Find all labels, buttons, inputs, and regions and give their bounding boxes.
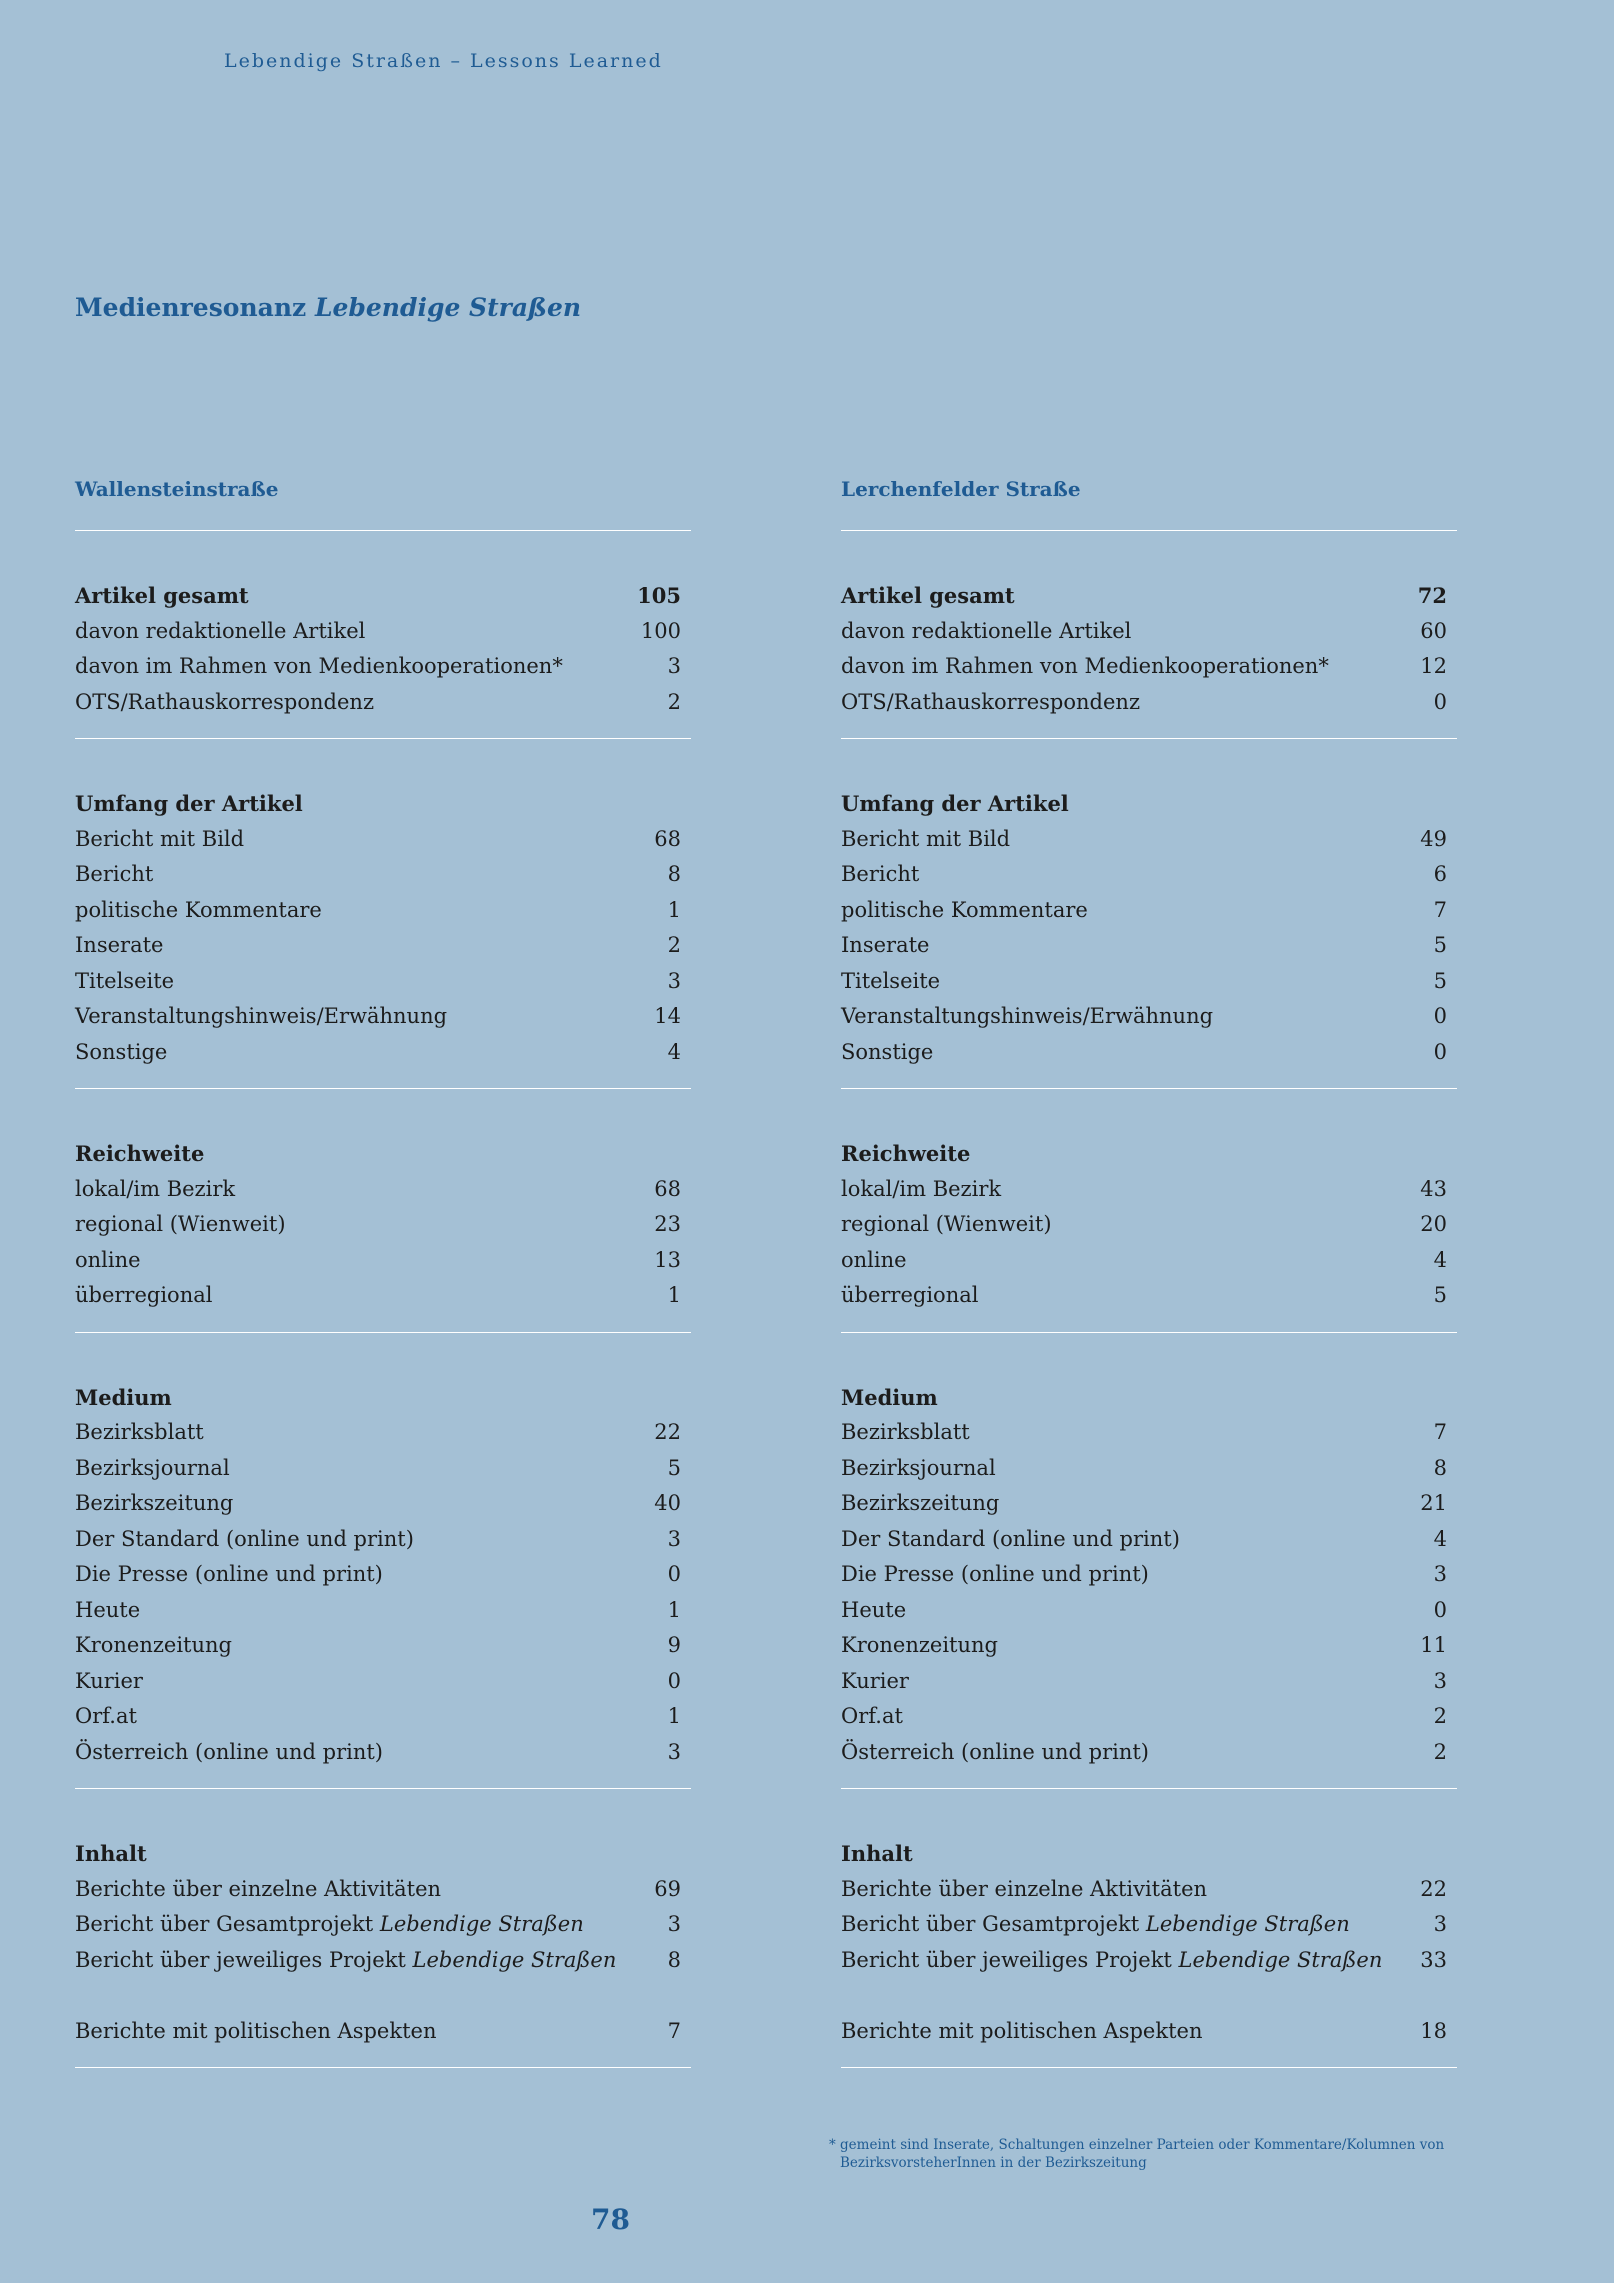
row-label-text: Umfang der Artikel	[75, 791, 303, 816]
row-label	[75, 1593, 140, 1629]
footnote	[829, 2136, 1449, 2172]
table-row	[841, 1735, 1457, 1771]
table-row	[841, 1278, 1457, 1314]
row-label-text: politische Kommentare	[75, 897, 322, 922]
row-value: 14	[654, 1004, 681, 1028]
row-label	[75, 1415, 204, 1451]
table-row	[75, 1628, 691, 1664]
row-value: 3	[1433, 1668, 1447, 1693]
row-label-text: lokal/im Bezirk	[841, 1176, 1002, 1201]
table-row	[75, 1699, 691, 1735]
table-row	[841, 1907, 1457, 1943]
row-label-text: davon im Rahmen von Medienkooperationen*	[841, 654, 1329, 678]
row-value: 3	[1433, 1912, 1447, 1936]
row-label-text: lokal/im Bezirk	[75, 1176, 236, 1201]
row-label	[841, 822, 1010, 858]
row-label	[841, 1557, 1149, 1593]
row-label-text: überregional	[841, 1283, 979, 1307]
row-label	[75, 786, 303, 822]
section-heading-row	[75, 1836, 691, 1872]
row-label-text: Kurier	[841, 1668, 909, 1693]
row-label-text: OTS/Rathauskorrespondenz	[75, 689, 375, 714]
row-label-text: Der Standard (online und print)	[75, 1526, 414, 1551]
row-label-text: Bezirksblatt	[841, 1420, 970, 1444]
row-label-text: Bezirksblatt	[75, 1420, 204, 1444]
row-label	[75, 578, 249, 614]
row-label-text: Heute	[75, 1597, 141, 1622]
table-row	[75, 1664, 691, 1700]
table-row	[75, 928, 691, 964]
table-section	[841, 1089, 1457, 1333]
row-value: 11	[1420, 1633, 1447, 1657]
row-value: 2	[667, 933, 681, 957]
row-label	[841, 614, 1131, 650]
row-label	[75, 1380, 172, 1416]
row-value: 8	[1433, 1455, 1447, 1480]
row-label-text: Berichte mit politischen Aspekten	[841, 2018, 1203, 2043]
row-label-text: Bericht über Gesamtprojekt	[841, 1912, 1140, 1936]
row-value: 72	[1417, 583, 1447, 608]
row-value: 1	[667, 897, 681, 922]
row-value: 0	[667, 1562, 681, 1586]
table-row	[841, 857, 1457, 893]
row-label-text: Kronenzeitung	[75, 1633, 232, 1657]
row-label-text: online	[841, 1247, 907, 1272]
row-value: 0	[1433, 1039, 1447, 1064]
row-label	[75, 857, 153, 893]
table-row	[841, 999, 1457, 1035]
row-label-text: regional (Wienweit)	[841, 1212, 1052, 1236]
row-label-text: Titelseite	[841, 968, 941, 993]
row-label	[841, 1699, 903, 1735]
table-row	[841, 1628, 1457, 1664]
table-row	[841, 1699, 1457, 1735]
row-label	[841, 1836, 913, 1872]
row-label-text: Artikel gesamt	[75, 583, 249, 608]
row-label	[841, 1593, 906, 1629]
row-label-text: davon im Rahmen von Medienkooperationen*	[75, 654, 563, 678]
row-label-text: regional (Wienweit)	[75, 1212, 286, 1236]
row-value: 68	[654, 1176, 681, 1201]
table-section	[75, 1789, 691, 2068]
footnote-line-2: BezirksvorsteherInnen in der Bezirkszeitung	[840, 2155, 1147, 2171]
row-value: 3	[667, 968, 681, 993]
row-label-text: Medium	[841, 1384, 938, 1410]
row-label-text: Umfang der Artikel	[841, 791, 1069, 816]
row-label	[841, 1943, 1382, 1979]
table-section	[841, 531, 1457, 739]
row-label-text: Reichweite	[75, 1141, 205, 1166]
row-label	[841, 2014, 1202, 2050]
table-row	[75, 999, 691, 1035]
table-row	[75, 964, 691, 1000]
footnote-line-1: * gemeint sind Inserate, Schaltungen einzelner Parteien oder Kommentare/Kolumnen von	[829, 2137, 1445, 2153]
row-label	[841, 1664, 909, 1700]
row-label	[841, 1522, 1180, 1558]
table-row	[841, 822, 1457, 858]
row-label-text: Bericht mit Bild	[841, 826, 1011, 851]
row-label	[75, 2014, 436, 2050]
row-value: 18	[1420, 2018, 1447, 2043]
row-label	[841, 1207, 1052, 1243]
row-label	[75, 964, 174, 1000]
row-label-text: überregional	[75, 1283, 213, 1307]
column-heading: Wallensteinstraße	[75, 475, 691, 531]
page-title-main: Medienresonanz	[75, 293, 307, 322]
table-row	[75, 1522, 691, 1558]
row-label	[75, 685, 374, 721]
row-value: 23	[654, 1212, 681, 1236]
row-label-italic: Lebendige Straßen	[412, 1947, 617, 1972]
row-label-text: Bericht mit Bild	[75, 826, 245, 851]
table-row	[841, 1943, 1457, 1979]
row-label	[841, 1136, 970, 1172]
row-label	[75, 1699, 137, 1735]
table-row	[75, 1872, 691, 1908]
section-heading-row	[75, 578, 691, 614]
row-label-text: Bezirksjournal	[75, 1455, 230, 1480]
table-row	[75, 1557, 691, 1593]
row-label-italic: Lebendige Straßen	[1178, 1947, 1383, 1972]
row-label	[75, 928, 163, 964]
row-label	[75, 649, 563, 685]
table-row	[841, 2014, 1457, 2050]
row-label	[841, 1035, 933, 1071]
section-heading-row	[841, 1836, 1457, 1872]
table-row	[841, 1872, 1457, 1908]
column-heading: Lerchenfelder Straße	[841, 475, 1457, 531]
table-row	[841, 893, 1457, 929]
row-label	[841, 1628, 998, 1664]
row-label-text: Reichweite	[841, 1141, 971, 1166]
table-row	[75, 1172, 691, 1208]
row-value: 0	[1433, 1597, 1447, 1622]
row-label-text: Inhalt	[75, 1841, 147, 1866]
table-row	[75, 2014, 691, 2050]
row-label	[75, 1451, 230, 1487]
row-label	[75, 1207, 286, 1243]
table-row	[75, 1593, 691, 1629]
row-value: 22	[1420, 1876, 1447, 1901]
row-label-text: Der Standard (online und print)	[841, 1526, 1180, 1551]
row-label-text: Österreich (online und print)	[841, 1739, 1149, 1764]
table-row	[75, 893, 691, 929]
row-label	[841, 1451, 996, 1487]
row-label	[841, 1380, 938, 1416]
row-label	[841, 1735, 1149, 1771]
row-label	[841, 999, 1213, 1035]
row-value: 100	[640, 618, 681, 643]
running-header: Lebendige Straßen – Lessons Learned	[224, 50, 663, 72]
table-section	[75, 739, 691, 1089]
row-label	[841, 578, 1015, 614]
row-label	[841, 1415, 970, 1451]
row-value: 49	[1420, 826, 1447, 851]
row-label	[75, 1136, 204, 1172]
table-row	[75, 1243, 691, 1279]
page-title	[75, 293, 581, 322]
row-label	[75, 1278, 212, 1314]
row-value: 0	[1433, 689, 1447, 714]
row-label-text: Bericht über jeweiliges Projekt	[841, 1947, 1172, 1972]
row-label	[75, 1486, 233, 1522]
row-label-text: davon redaktionelle Artikel	[75, 618, 366, 643]
row-value: 8	[667, 862, 681, 886]
section-heading-row	[841, 578, 1457, 614]
row-label-text: Die Presse (online und print)	[841, 1562, 1149, 1586]
row-value: 3	[667, 1739, 681, 1764]
row-label-text: Kronenzeitung	[841, 1633, 998, 1657]
row-label	[841, 893, 1088, 929]
row-label	[75, 893, 322, 929]
column-wallensteinstrasse	[75, 475, 691, 2068]
row-value: 5	[667, 1455, 681, 1480]
row-label-text: Bericht über Gesamtprojekt	[75, 1912, 374, 1936]
row-label-text: OTS/Rathauskorrespondenz	[841, 689, 1141, 714]
row-label	[75, 614, 365, 650]
row-label-italic: Lebendige Straßen	[379, 1912, 584, 1936]
row-label	[75, 1522, 414, 1558]
row-value: 4	[667, 1039, 681, 1064]
row-label	[841, 1243, 907, 1279]
table-row	[75, 1035, 691, 1071]
row-value: 2	[1433, 1704, 1447, 1728]
table-section	[841, 1333, 1457, 1790]
row-label	[75, 1907, 584, 1943]
row-label-text: Inhalt	[841, 1841, 913, 1866]
row-label	[75, 999, 447, 1035]
row-value: 9	[667, 1633, 681, 1657]
page-title-italic: Lebendige Straßen	[314, 293, 582, 322]
row-label-text: Kurier	[75, 1668, 143, 1693]
table-row	[841, 928, 1457, 964]
row-label-text: Bezirksjournal	[841, 1455, 996, 1480]
row-label-text: davon redaktionelle Artikel	[841, 618, 1132, 643]
section-heading-row	[75, 786, 691, 822]
table-row	[841, 1172, 1457, 1208]
table-row	[75, 1943, 691, 1979]
section-heading-row	[841, 1136, 1457, 1172]
row-spacer	[75, 1978, 691, 2014]
row-label	[841, 1872, 1207, 1908]
row-label	[841, 928, 929, 964]
row-label-text: Österreich (online und print)	[75, 1739, 383, 1764]
row-value: 4	[1433, 1526, 1447, 1551]
row-label-text: Bezirkszeitung	[841, 1491, 1000, 1515]
table-row	[75, 614, 691, 650]
row-value: 13	[654, 1247, 681, 1272]
table-row	[841, 685, 1457, 721]
row-label	[841, 786, 1069, 822]
row-label	[75, 1628, 232, 1664]
table-row	[75, 1415, 691, 1451]
row-value: 3	[667, 654, 681, 678]
row-value: 12	[1420, 654, 1447, 678]
table-row	[841, 1593, 1457, 1629]
row-label	[75, 1035, 167, 1071]
table-row	[841, 1522, 1457, 1558]
row-label-text: Berichte mit politischen Aspekten	[75, 2018, 437, 2043]
row-label	[75, 822, 244, 858]
row-value: 5	[1433, 933, 1447, 957]
row-value: 3	[667, 1526, 681, 1551]
table-section	[841, 1789, 1457, 2068]
row-label	[841, 1172, 1001, 1208]
row-value: 69	[654, 1876, 681, 1901]
row-label	[841, 1486, 999, 1522]
row-label	[841, 685, 1140, 721]
column-lerchenfelder-strasse	[841, 475, 1457, 2068]
row-label	[75, 1664, 143, 1700]
row-label	[75, 1557, 383, 1593]
table-row	[75, 822, 691, 858]
table-row	[75, 1907, 691, 1943]
table-row	[841, 614, 1457, 650]
row-value: 3	[667, 1912, 681, 1936]
table-row	[841, 1451, 1457, 1487]
row-label-text: Medium	[75, 1384, 172, 1410]
row-value: 60	[1420, 618, 1447, 643]
row-value: 20	[1420, 1212, 1447, 1236]
row-label-text: Berichte über einzelne Aktivitäten	[75, 1876, 442, 1901]
row-label	[75, 1943, 616, 1979]
row-label-text: Orf.at	[841, 1704, 903, 1728]
table-row	[75, 1278, 691, 1314]
row-label-text: online	[75, 1247, 141, 1272]
row-value: 8	[667, 1947, 681, 1972]
row-label	[841, 1278, 978, 1314]
row-label-text: Sonstige	[841, 1039, 934, 1064]
row-label-text: Inserate	[841, 933, 930, 957]
row-value: 4	[1433, 1247, 1447, 1272]
row-value: 33	[1420, 1947, 1447, 1972]
row-value: 1	[667, 1283, 681, 1307]
table-section	[75, 1089, 691, 1333]
row-value: 22	[654, 1420, 681, 1444]
row-value: 3	[1433, 1562, 1447, 1586]
table-row	[75, 1207, 691, 1243]
row-value: 5	[1433, 968, 1447, 993]
row-label-text: Sonstige	[75, 1039, 168, 1064]
row-value: 21	[1420, 1491, 1447, 1515]
row-value: 7	[1433, 897, 1447, 922]
row-label-text: Inserate	[75, 933, 164, 957]
table-row	[75, 649, 691, 685]
section-heading-row	[841, 1380, 1457, 1416]
row-label	[75, 1172, 235, 1208]
row-value: 105	[637, 583, 681, 608]
table-row	[75, 1735, 691, 1771]
row-value: 0	[667, 1668, 681, 1693]
row-label-italic: Lebendige Straßen	[1145, 1912, 1350, 1936]
row-value: 7	[667, 2018, 681, 2043]
row-value: 43	[1420, 1176, 1447, 1201]
row-label-text: Titelseite	[75, 968, 175, 993]
table-row	[841, 1207, 1457, 1243]
row-label	[75, 1243, 141, 1279]
table-row	[841, 1035, 1457, 1071]
table-row	[841, 1415, 1457, 1451]
row-label-text: Veranstaltungshinweis/Erwähnung	[841, 1004, 1214, 1028]
row-label-text: Bezirkszeitung	[75, 1491, 234, 1515]
section-heading-row	[75, 1380, 691, 1416]
row-label	[75, 1735, 383, 1771]
row-value: 40	[654, 1491, 681, 1515]
row-value: 68	[654, 826, 681, 851]
row-label	[841, 1907, 1350, 1943]
section-heading-row	[841, 786, 1457, 822]
table-row	[841, 1664, 1457, 1700]
row-label-text: Artikel gesamt	[841, 583, 1015, 608]
row-value: 7	[1433, 1420, 1447, 1444]
row-label-text: Bericht	[75, 862, 154, 886]
row-value: 5	[1433, 1283, 1447, 1307]
row-spacer	[841, 1978, 1457, 2014]
row-label	[75, 1872, 441, 1908]
row-value: 6	[1433, 862, 1447, 886]
row-label	[841, 964, 940, 1000]
row-label-text: Die Presse (online und print)	[75, 1562, 383, 1586]
table-section	[841, 739, 1457, 1089]
row-value: 0	[1433, 1004, 1447, 1028]
table-row	[841, 1557, 1457, 1593]
page-number: 78	[591, 2203, 630, 2236]
table-section	[75, 1333, 691, 1790]
row-label	[841, 649, 1329, 685]
section-heading-row	[75, 1136, 691, 1172]
row-value: 2	[1433, 1739, 1447, 1764]
table-row	[841, 1243, 1457, 1279]
row-label-text: Orf.at	[75, 1704, 137, 1728]
row-label-text: politische Kommentare	[841, 897, 1088, 922]
table-row	[75, 685, 691, 721]
table-row	[75, 857, 691, 893]
row-value: 2	[667, 689, 681, 714]
row-value: 1	[667, 1704, 681, 1728]
table-row	[841, 1486, 1457, 1522]
row-label	[841, 857, 919, 893]
row-label-text: Bericht	[841, 862, 920, 886]
row-label-text: Berichte über einzelne Aktivitäten	[841, 1876, 1208, 1901]
row-label-text: Heute	[841, 1597, 907, 1622]
row-value: 1	[667, 1597, 681, 1622]
table-row	[841, 964, 1457, 1000]
table-section	[75, 531, 691, 739]
row-label	[75, 1836, 147, 1872]
table-row	[75, 1451, 691, 1487]
table-row	[841, 649, 1457, 685]
table-row	[75, 1486, 691, 1522]
row-label-text: Bericht über jeweiliges Projekt	[75, 1947, 406, 1972]
row-label-text: Veranstaltungshinweis/Erwähnung	[75, 1004, 448, 1028]
